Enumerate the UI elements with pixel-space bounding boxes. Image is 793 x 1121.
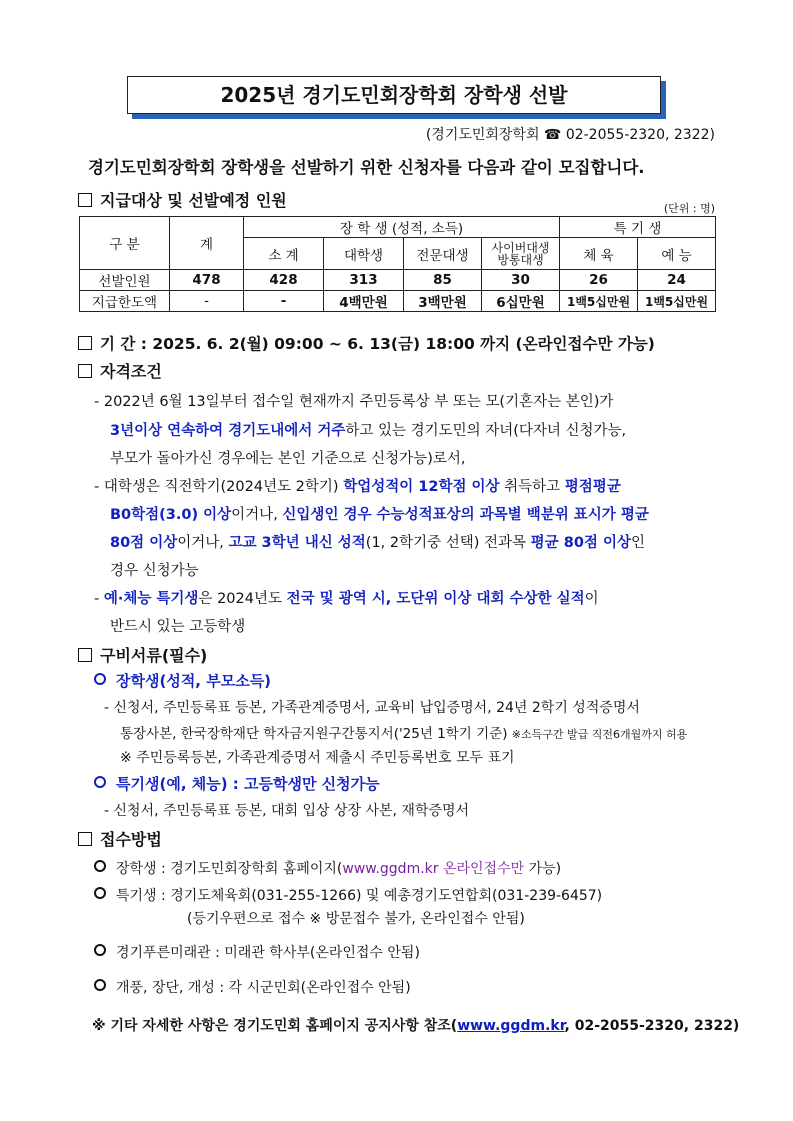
header-scholar: 장 학 생 (성적, 소득) (244, 217, 560, 238)
text-line: B0학점(3.0) 이상이거나, 신입생인 경우 수능성적표상의 과목별 백분위 표시가 평균 (110, 507, 649, 523)
table-row (80, 270, 716, 291)
circle-bullet-icon (94, 860, 106, 872)
header-arts: 예 능 (638, 238, 716, 270)
cell: - (170, 291, 244, 312)
cell: 24 (638, 270, 716, 291)
checkbox-icon (78, 193, 92, 207)
text-line: - 예·체능 특기생은 2024년도 전국 및 광역 시, 도단위 이상 대회 수상한 실적이 (94, 591, 599, 607)
text-line: - 신청서, 주민등록표 등본, 가족관계증명서, 교육비 납입증명서, 24년 2학기 성적증명서 (104, 700, 640, 716)
header-sports: 체 육 (560, 238, 638, 270)
method-item: 개풍, 장단, 개성 : 각 시군민회(온라인접수 안됨) (94, 977, 411, 997)
section-qualification (78, 359, 162, 382)
checkbox-icon (78, 336, 92, 350)
circle-bullet-icon (94, 673, 106, 685)
table-row (80, 291, 716, 312)
section-title: 자격조건 (100, 362, 162, 381)
text-line: - 대학생은 직전학기(2024년도 2학기) 학업성적이 12학점 이상 취득하고 평점평균 (94, 479, 621, 495)
row-label: 선발인원 (80, 270, 170, 291)
method-item: 경기푸른미래관 : 미래관 학사부(온라인접수 안됨) (94, 942, 420, 962)
checkbox-icon (78, 364, 92, 378)
header-cyber: 사이버대생 방통대생 (482, 238, 560, 270)
section-title: 구비서류(필수) (100, 646, 208, 665)
footer-note: ※ 기타 자세한 사항은 경기도민회 홈페이지 공지사항 참조(www.ggdm.kr, 02-2055-2320, 2322) (92, 1018, 740, 1034)
text-line: 경우 신청가능 (110, 563, 199, 579)
page-title: 2025년 경기도민회장학회 장학생 선발 (127, 76, 661, 114)
header-college: 전문대생 (404, 238, 482, 270)
circle-bullet-icon (94, 887, 106, 899)
section-application-method (78, 827, 162, 850)
text-line: 80점 이상이거나, 고교 3학년 내신 성적(1, 2학기중 선택) 전과목 평균 80점 이상인 (110, 535, 645, 551)
text-line: - 신청서, 주민등록표 등본, 대회 입상 상장 사본, 재학증명서 (104, 803, 470, 819)
checkbox-icon (78, 648, 92, 662)
section-title: 접수방법 (100, 830, 162, 849)
circle-bullet-icon (94, 776, 106, 788)
period-text: 기 간 : 2025. 6. 2(월) 09:00 ~ 6. 13(금) 18:00 까지 (온라인접수만 가능) (100, 335, 655, 353)
cell: 30 (482, 270, 560, 291)
header-total: 계 (170, 217, 244, 270)
text-line: 반드시 있는 고등학생 (110, 619, 246, 635)
header-subtotal: 소 계 (244, 238, 324, 270)
selection-table (79, 216, 716, 312)
cell: 3백만원 (404, 291, 482, 312)
cell: 6십만원 (482, 291, 560, 312)
circle-bullet-icon (94, 979, 106, 991)
method-item: 장학생 : 경기도민회장학회 홈페이지(www.ggdm.kr 온라인접수만 가능) (94, 858, 561, 878)
cell: - (244, 291, 324, 312)
text-line: - 2022년 6월 13일부터 접수일 현재까지 주민등록상 부 또는 모(기혼자는 본인)가 (94, 394, 614, 410)
subsection-special: 특기생(예, 체능) : 고등학생만 신청가능 (94, 773, 380, 794)
section-documents (78, 643, 207, 666)
section-title: 지급대상 및 선발예정 인원 (100, 191, 287, 210)
section-eligibility-count (78, 188, 287, 211)
text-line: 3년이상 연속하여 경기도내에서 거주하고 있는 경기도민의 자녀(다자녀 신청가능, (110, 423, 627, 439)
text-line: 통장사본, 한국장학재단 학자금지원구간통지서('25년 1학기 기준) ※소득구간 발급 직전6개월까지 허용 (120, 726, 688, 742)
text-line: ※ 주민등록등본, 가족관계증명서 제출시 주민등록번호 모두 표기 (120, 750, 515, 766)
text-line: (등기우편으로 접수 ※ 방문접수 불가, 온라인접수 안됨) (187, 911, 525, 927)
row-label: 지급한도액 (80, 291, 170, 312)
header-gubun: 구 분 (80, 217, 170, 270)
unit-label: (단위 : 명) (663, 202, 715, 215)
application-period (78, 332, 655, 354)
cell: 478 (170, 270, 244, 291)
text-line: 부모가 돌아가신 경우에는 본인 기준으로 신청가능)로서, (110, 451, 466, 467)
checkbox-icon (78, 832, 92, 846)
method-item: 특기생 : 경기도체육회(031-255-1266) 및 예총경기도연합회(031-239-6457) (94, 885, 602, 905)
footer-homepage-link[interactable]: www.ggdm.kr (457, 1018, 565, 1034)
cell: 1백5십만원 (560, 291, 638, 312)
cell: 4백만원 (324, 291, 404, 312)
homepage-link[interactable]: www.ggdm.kr 온라인접수만 (342, 861, 525, 877)
cell: 85 (404, 270, 482, 291)
header-special: 특 기 생 (560, 217, 716, 238)
cell: 1백5십만원 (638, 291, 716, 312)
cell: 26 (560, 270, 638, 291)
cell: 313 (324, 270, 404, 291)
circle-bullet-icon (94, 944, 106, 956)
cell: 428 (244, 270, 324, 291)
header-university: 대학생 (324, 238, 404, 270)
intro-text: 경기도민회장학회 장학생을 선발하기 위한 신청자를 다음과 같이 모집합니다. (88, 158, 645, 177)
subsection-scholar: 장학생(성적, 부모소득) (94, 670, 271, 691)
contact-info: (경기도민회장학회 ☎ 02-2055-2320, 2322) (425, 127, 715, 143)
